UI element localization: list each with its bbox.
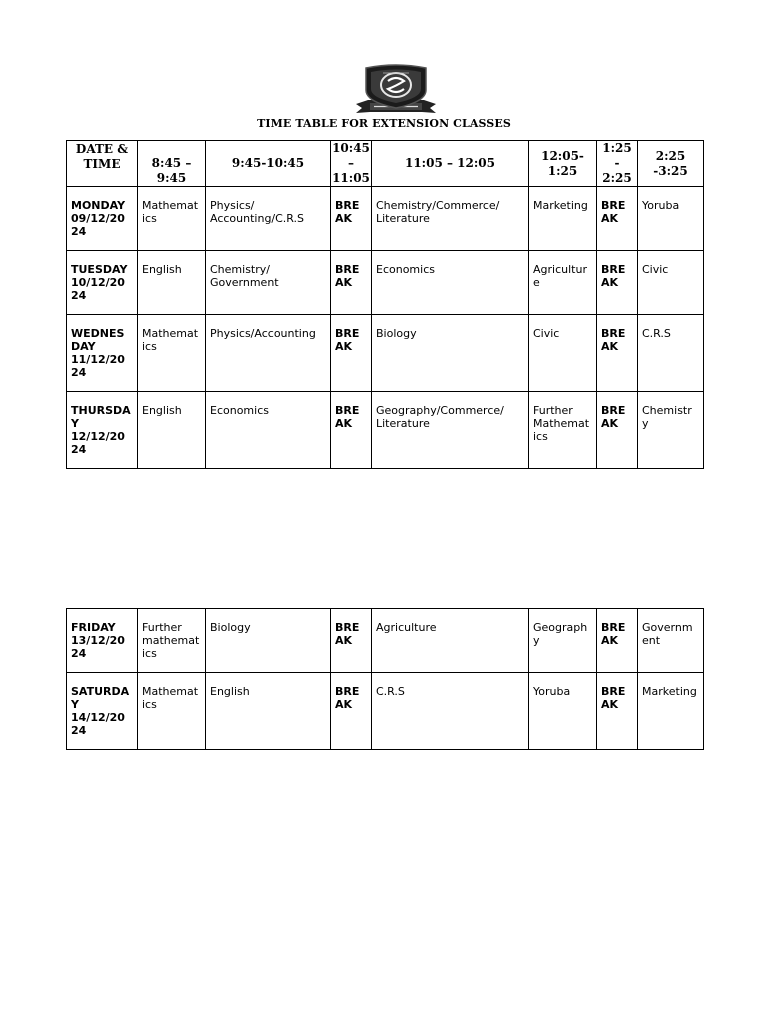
cell-text: Agricultur e xyxy=(533,263,587,289)
slot-cell xyxy=(638,315,704,392)
header-label: 8:45 – 9:45 xyxy=(151,155,192,185)
slot-cell xyxy=(529,251,597,315)
cell-text: Chemistry/Commerce/ Literature xyxy=(376,199,500,225)
header-cell xyxy=(529,141,597,187)
slot-cell xyxy=(138,673,206,750)
day-cell xyxy=(67,609,138,673)
cell-text: BRE AK xyxy=(335,685,360,711)
timetable-body xyxy=(67,187,704,469)
timetable-table-continued xyxy=(66,608,704,750)
slot-cell xyxy=(138,315,206,392)
header-cell xyxy=(67,141,138,187)
header-cell xyxy=(206,141,331,187)
slot-cell xyxy=(206,392,331,469)
cell-text: Yoruba xyxy=(642,199,680,212)
slot-cell xyxy=(206,315,331,392)
slot-cell xyxy=(206,673,331,750)
break-cell xyxy=(597,315,638,392)
cell-text: Marketing xyxy=(642,685,697,698)
cell-text: English xyxy=(142,263,182,276)
cell-text: English xyxy=(142,404,182,417)
break-cell xyxy=(331,673,372,750)
day-cell xyxy=(67,673,138,750)
break-cell xyxy=(597,392,638,469)
cell-text: Mathemat ics xyxy=(142,199,199,225)
table-row xyxy=(67,673,704,750)
cell-text: Further mathemat ics xyxy=(142,621,200,660)
cell-text: Civic xyxy=(642,263,669,276)
break-cell xyxy=(597,673,638,750)
slot-cell xyxy=(206,609,331,673)
slot-cell xyxy=(529,315,597,392)
slot-cell xyxy=(206,187,331,251)
cell-text: BRE AK xyxy=(601,621,626,647)
table-row xyxy=(67,315,704,392)
day-cell xyxy=(67,187,138,251)
cell-text: Geography/Commerce/ Literature xyxy=(376,404,504,430)
cell-text: TUESDAY 10/12/20 24 xyxy=(71,263,128,302)
cell-text: WEDNES DAY 11/12/20 24 xyxy=(71,327,125,379)
slot-cell xyxy=(529,187,597,251)
break-cell xyxy=(331,251,372,315)
cell-text: Geograph y xyxy=(533,621,588,647)
cell-text: Agriculture xyxy=(376,621,437,634)
cell-text: Economics xyxy=(376,263,435,276)
header-label: DATE & TIME xyxy=(75,142,129,171)
table-row xyxy=(67,187,704,251)
cell-text: Biology xyxy=(210,621,251,634)
day-cell xyxy=(67,251,138,315)
cell-text: BRE AK xyxy=(601,327,626,353)
cell-text: Mathemat ics xyxy=(142,685,199,711)
cell-text: Economics xyxy=(210,404,269,417)
slot-cell xyxy=(372,673,529,750)
slot-cell xyxy=(372,315,529,392)
slot-cell xyxy=(206,251,331,315)
slot-cell xyxy=(638,392,704,469)
cell-text: THURSDA Y 12/12/20 24 xyxy=(71,404,131,456)
slot-cell xyxy=(138,609,206,673)
slot-cell xyxy=(138,187,206,251)
cell-text: Further Mathemat ics xyxy=(533,404,590,443)
cell-text: Chemistry/ Government xyxy=(210,263,279,289)
header-row xyxy=(67,141,704,187)
slot-cell xyxy=(138,251,206,315)
header-cell xyxy=(638,141,704,187)
cell-text: BRE AK xyxy=(601,404,626,430)
break-cell xyxy=(331,187,372,251)
slot-cell xyxy=(138,392,206,469)
header-label: 12:05-1:25 xyxy=(541,148,584,178)
page-title: TIME TABLE FOR EXTENSION CLASSES xyxy=(257,117,511,130)
cell-text: Civic xyxy=(533,327,560,340)
table-row xyxy=(67,251,704,315)
slot-cell xyxy=(372,392,529,469)
header-cell xyxy=(138,141,206,187)
header-label: 11:05 – 12:05 xyxy=(404,156,495,170)
cell-text: MONDAY 09/12/20 24 xyxy=(71,199,126,238)
slot-cell xyxy=(638,251,704,315)
day-cell xyxy=(67,315,138,392)
cell-text: C.R.S xyxy=(642,327,671,340)
school-crest-logo xyxy=(352,64,440,118)
cell-text: BRE AK xyxy=(335,621,360,647)
slot-cell xyxy=(372,187,529,251)
header-label: 2:25 -3:25 xyxy=(653,148,688,178)
slot-cell xyxy=(529,392,597,469)
cell-text: BRE AK xyxy=(601,685,626,711)
cell-text: SATURDA Y 14/12/20 24 xyxy=(71,685,130,737)
cell-text: Marketing xyxy=(533,199,588,212)
timetable-table xyxy=(66,140,704,469)
day-cell xyxy=(67,392,138,469)
header-label: 9:45-10:45 xyxy=(231,156,305,170)
break-cell xyxy=(331,315,372,392)
cell-text: BRE AK xyxy=(335,404,360,430)
header-label: 1:25 - 2:25 xyxy=(602,141,632,185)
cell-text: Chemistr y xyxy=(642,404,692,430)
cell-text: Physics/ Accounting/C.R.S xyxy=(210,199,305,225)
table-row xyxy=(67,392,704,469)
header-cell xyxy=(597,141,638,187)
cell-text: Mathemat ics xyxy=(142,327,199,353)
cell-text: BRE AK xyxy=(335,263,360,289)
table-row xyxy=(67,609,704,673)
slot-cell xyxy=(529,673,597,750)
break-cell xyxy=(597,251,638,315)
cell-text: Biology xyxy=(376,327,417,340)
cell-text: C.R.S xyxy=(376,685,405,698)
slot-cell xyxy=(372,609,529,673)
slot-cell xyxy=(529,609,597,673)
cell-text: English xyxy=(210,685,250,698)
cell-text: Physics/Accounting xyxy=(210,327,316,340)
break-cell xyxy=(331,609,372,673)
cell-text: Governm ent xyxy=(642,621,693,647)
cell-text: FRIDAY 13/12/20 24 xyxy=(71,621,125,660)
break-cell xyxy=(597,187,638,251)
slot-cell xyxy=(372,251,529,315)
break-cell xyxy=(331,392,372,469)
break-cell xyxy=(597,609,638,673)
header-label: 10:45 – 11:05 xyxy=(332,141,370,185)
timetable-body xyxy=(67,609,704,750)
slot-cell xyxy=(638,673,704,750)
cell-text: BRE AK xyxy=(335,199,360,225)
cell-text: BRE AK xyxy=(335,327,360,353)
slot-cell xyxy=(638,187,704,251)
cell-text: BRE AK xyxy=(601,199,626,225)
header-cell xyxy=(331,141,372,187)
cell-text: Yoruba xyxy=(533,685,571,698)
slot-cell xyxy=(638,609,704,673)
cell-text: BRE AK xyxy=(601,263,626,289)
header-cell xyxy=(372,141,529,187)
